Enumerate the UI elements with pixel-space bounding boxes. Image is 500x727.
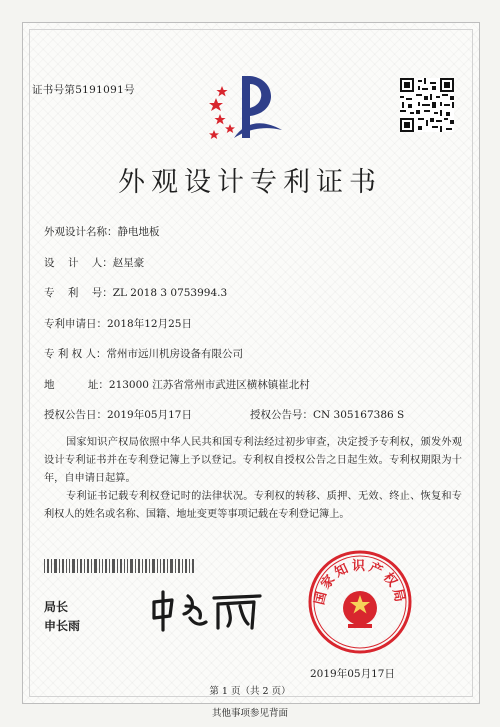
patent-number-label: 专 利 号： [44, 287, 113, 299]
grant-number-row [250, 407, 404, 422]
filing-date-value: 2018年12月25日 [107, 318, 192, 330]
filing-date-row [44, 316, 192, 331]
grant-date-label: 授权公告日： [44, 409, 107, 421]
designer-value: 赵星豪 [112, 257, 145, 269]
director-name: 申长雨 [44, 619, 81, 633]
grant-number-label: 授权公告号： [250, 409, 313, 421]
legal-status-paragraph: 专利证书记载专利权登记时的法律状况。专利权的转移、质押、无效、终止、恢复和专利权人的姓名或名称、国籍、地址变更等事项记载在专利登记簿上。 [44, 491, 462, 520]
patentee-value: 常州市远川机房设备有限公司 [106, 348, 244, 360]
barcode-strip-icon [44, 559, 194, 573]
qr-code-icon [400, 78, 454, 132]
issue-date: 2019年05月17日 [310, 668, 395, 680]
patentee-label: 专 利 权 人： [44, 348, 107, 360]
page-number: 第 1 页（共 2 页） [209, 686, 291, 697]
director-signature-icon [148, 588, 266, 632]
certificate-title: 外观设计专利证书 [118, 167, 382, 198]
address-row [44, 377, 310, 392]
designer-label: 设 计 人： [44, 257, 113, 269]
grant-statement-paragraph: 国家知识产权局依照中华人民共和国专利法经过初步审查，决定授予专利权，颁发外观设计专利证书并在专利登记簿上予以登记。专利权自授权公告之日起生效。专利权期限为十年，自申请日起算。 [44, 437, 462, 484]
patentee-row [44, 346, 243, 361]
designer-row [44, 255, 144, 270]
grant-date-value: 2019年05月17日 [107, 409, 192, 421]
certificate-number: 证书号第5191091号 [32, 84, 135, 96]
filing-date-label: 专利申请日： [44, 318, 107, 330]
patent-number-row [44, 285, 227, 300]
address-label: 地 址： [44, 379, 109, 391]
design-name-value: 静电地板 [117, 226, 160, 238]
design-name-label: 外观设计名称： [44, 226, 118, 238]
patent-office-emblem-icon [206, 68, 286, 144]
address-value: 213000 江苏省常州市武进区横林镇崔北村 [108, 379, 310, 391]
svg-text:国家知识产权局: 国家知识产权局 [312, 559, 408, 607]
patent-number-value: ZL 2018 3 0753994.3 [112, 287, 228, 299]
official-seal-icon [306, 548, 414, 656]
design-name-row [44, 224, 160, 239]
footer-note: 其他事项参见背面 [211, 708, 288, 719]
director-title: 局长 [44, 600, 69, 614]
grant-number-value: CN 305167386 S [313, 409, 405, 421]
grant-date-row [44, 407, 192, 422]
